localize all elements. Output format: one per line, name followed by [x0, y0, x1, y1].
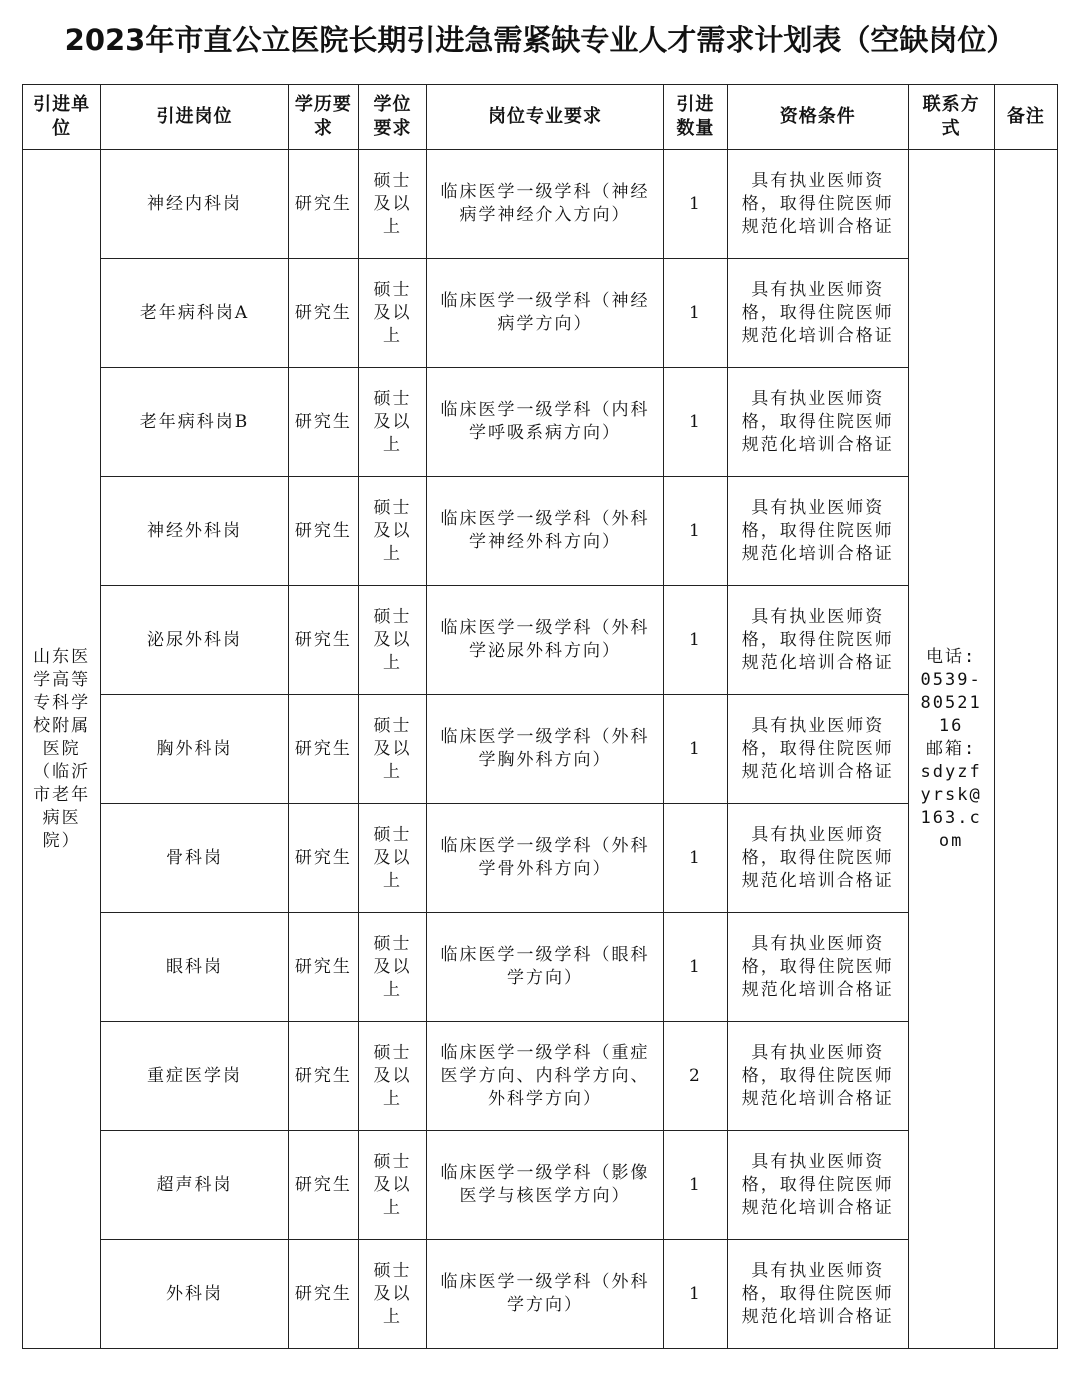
qualification-cell: 具有执业医师资格，取得住院医师规范化培训合格证: [727, 1131, 908, 1240]
count-cell: 1: [663, 1240, 727, 1349]
remark-cell: [994, 150, 1057, 1349]
table-row: [23, 368, 1058, 477]
qualification-cell: 具有执业医师资格，取得住院医师规范化培训合格证: [727, 259, 908, 368]
count-cell: 2: [663, 1022, 727, 1131]
education-cell: 研究生: [288, 368, 358, 477]
table-row: [23, 259, 1058, 368]
education-cell: 研究生: [288, 695, 358, 804]
major-cell: 临床医学一级学科（神经病学方向）: [427, 259, 664, 368]
table-row: [23, 804, 1058, 913]
table-row: [23, 913, 1058, 1022]
header-remark: 备注: [994, 85, 1057, 150]
table-row: [23, 477, 1058, 586]
education-cell: 研究生: [288, 150, 358, 259]
table-row: [23, 586, 1058, 695]
post-cell: 骨科岗: [101, 804, 289, 913]
major-cell: 临床医学一级学科（外科学方向）: [427, 1240, 664, 1349]
qualification-cell: 具有执业医师资格，取得住院医师规范化培训合格证: [727, 1240, 908, 1349]
qualification-cell: 具有执业医师资格，取得住院医师规范化培训合格证: [727, 913, 908, 1022]
education-cell: 研究生: [288, 477, 358, 586]
major-cell: 临床医学一级学科（内科学呼吸系病方向）: [427, 368, 664, 477]
degree-cell: 硕士及以上: [358, 150, 426, 259]
qualification-cell: 具有执业医师资格，取得住院医师规范化培训合格证: [727, 1022, 908, 1131]
post-cell: 眼科岗: [101, 913, 289, 1022]
post-cell: 超声科岗: [101, 1131, 289, 1240]
talent-plan-table: [22, 84, 1058, 1349]
header-row: [23, 85, 1058, 150]
major-cell: 临床医学一级学科（神经病学神经介入方向）: [427, 150, 664, 259]
post-cell: 老年病科岗A: [101, 259, 289, 368]
email-address: sdyzfyrsk@163.com: [920, 761, 982, 851]
degree-cell: 硕士及以上: [358, 804, 426, 913]
major-cell: 临床医学一级学科（外科学神经外科方向）: [427, 477, 664, 586]
education-cell: 研究生: [288, 586, 358, 695]
header-education: 学历要求: [288, 85, 358, 150]
count-cell: 1: [663, 1131, 727, 1240]
major-cell: 临床医学一级学科（重症医学方向、内科学方向、外科学方向）: [427, 1022, 664, 1131]
post-cell: 神经外科岗: [101, 477, 289, 586]
count-cell: 1: [663, 695, 727, 804]
post-cell: 重症医学岗: [101, 1022, 289, 1131]
degree-cell: 硕士及以上: [358, 1131, 426, 1240]
table-row: [23, 1240, 1058, 1349]
degree-cell: 硕士及以上: [358, 913, 426, 1022]
degree-cell: 硕士及以上: [358, 1240, 426, 1349]
count-cell: 1: [663, 804, 727, 913]
major-cell: 临床医学一级学科（外科学骨外科方向）: [427, 804, 664, 913]
header-count: 引进数量: [663, 85, 727, 150]
post-cell: 胸外科岗: [101, 695, 289, 804]
count-cell: 1: [663, 150, 727, 259]
table-row: [23, 1022, 1058, 1131]
education-cell: 研究生: [288, 1240, 358, 1349]
table-row: [23, 150, 1058, 259]
page-title: 2023年市直公立医院长期引进急需紧缺专业人才需求计划表（空缺岗位）: [64, 23, 1016, 57]
header-post: 引进岗位: [101, 85, 289, 150]
header-unit: 引进单位: [23, 85, 101, 150]
degree-cell: 硕士及以上: [358, 368, 426, 477]
header-degree: 学位要求: [358, 85, 426, 150]
major-cell: 临床医学一级学科（影像医学与核医学方向）: [427, 1131, 664, 1240]
qualification-cell: 具有执业医师资格，取得住院医师规范化培训合格证: [727, 695, 908, 804]
degree-cell: 硕士及以上: [358, 586, 426, 695]
degree-cell: 硕士及以上: [358, 259, 426, 368]
education-cell: 研究生: [288, 1131, 358, 1240]
qualification-cell: 具有执业医师资格，取得住院医师规范化培训合格证: [727, 586, 908, 695]
education-cell: 研究生: [288, 259, 358, 368]
major-cell: 临床医学一级学科（外科学胸外科方向）: [427, 695, 664, 804]
count-cell: 1: [663, 259, 727, 368]
qualification-cell: 具有执业医师资格，取得住院医师规范化培训合格证: [727, 368, 908, 477]
degree-cell: 硕士及以上: [358, 477, 426, 586]
qualification-cell: 具有执业医师资格，取得住院医师规范化培训合格证: [727, 477, 908, 586]
post-cell: 泌尿外科岗: [101, 586, 289, 695]
qualification-cell: 具有执业医师资格，取得住院医师规范化培训合格证: [727, 150, 908, 259]
header-major: 岗位专业要求: [427, 85, 664, 150]
qualification-cell: 具有执业医师资格，取得住院医师规范化培训合格证: [727, 804, 908, 913]
count-cell: 1: [663, 913, 727, 1022]
major-cell: 临床医学一级学科（外科学泌尿外科方向）: [427, 586, 664, 695]
table-row: [23, 695, 1058, 804]
unit-cell: 山东医学高等专科学校附属医院（临沂市老年病医院）: [23, 150, 101, 1349]
education-cell: 研究生: [288, 804, 358, 913]
phone-label: 电话:: [925, 646, 977, 667]
post-cell: 老年病科岗B: [101, 368, 289, 477]
header-qualification: 资格条件: [727, 85, 908, 150]
phone-number: 0539-8052116: [920, 669, 982, 736]
count-cell: 1: [663, 586, 727, 695]
major-cell: 临床医学一级学科（眼科学方向）: [427, 913, 664, 1022]
post-cell: 外科岗: [101, 1240, 289, 1349]
header-contact: 联系方式: [908, 85, 994, 150]
post-cell: 神经内科岗: [101, 150, 289, 259]
degree-cell: 硕士及以上: [358, 1022, 426, 1131]
email-label: 邮箱:: [925, 738, 977, 759]
count-cell: 1: [663, 477, 727, 586]
education-cell: 研究生: [288, 1022, 358, 1131]
table-row: [23, 1131, 1058, 1240]
degree-cell: 硕士及以上: [358, 695, 426, 804]
count-cell: 1: [663, 368, 727, 477]
education-cell: 研究生: [288, 913, 358, 1022]
contact-cell: [908, 150, 994, 1349]
